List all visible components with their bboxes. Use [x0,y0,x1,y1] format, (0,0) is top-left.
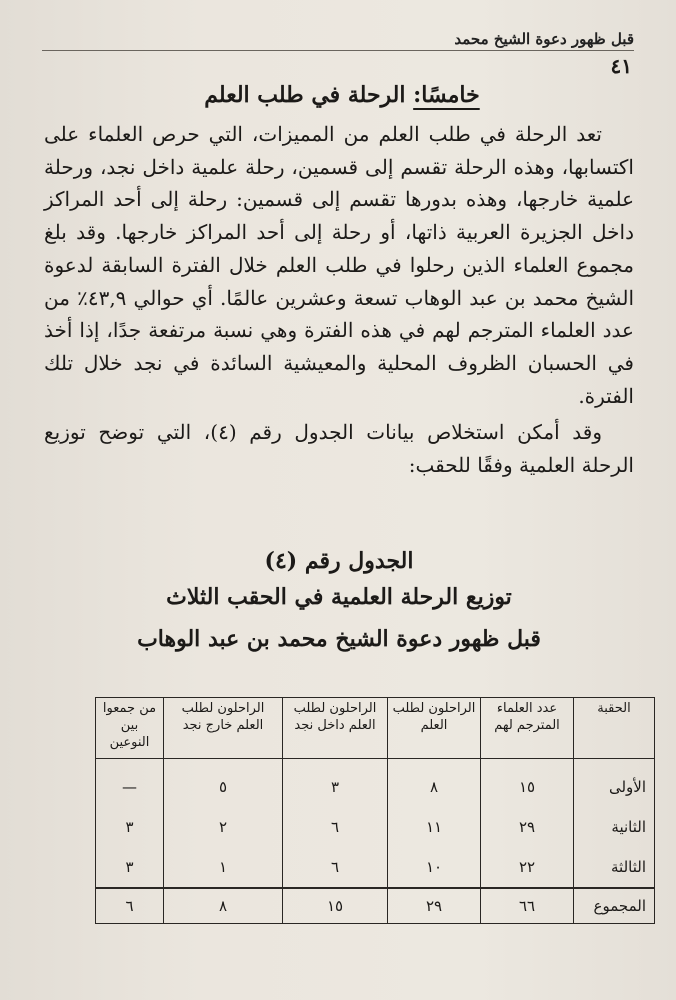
row-scholars: ١٥ [481,759,574,808]
table-row [96,847,655,888]
page-number: ٤١ [610,54,632,78]
row-outside-najd: ٥ [164,759,283,808]
row-inside-najd: ٦ [283,847,388,888]
paragraph-2: وقد أمكن استخلاص بيانات الجدول رقم (٤)، التي توضح توزيع الرحلة العلمية وفقًا للحقب: [44,420,634,478]
row-inside-najd: ٣ [283,759,388,808]
row-period: الأولى [574,759,655,808]
header-outside-najd: الراحلون لطلب العلم خارج نجد [164,698,283,759]
row-travelers: ٨ [388,759,481,808]
table-title: توزيع الرحلة العلمية في الحقب الثلاث [166,584,512,610]
total-inside-najd: ١٥ [283,888,388,924]
row-period: الثالثة [574,847,655,888]
header-both: من جمعوا بين النوعين [96,698,164,759]
table-caption [44,548,634,668]
row-outside-najd: ١ [164,847,283,888]
table-header-row [96,698,655,759]
running-head: قبل ظهور دعوة الشيخ محمد [42,30,634,51]
table-row [96,759,655,808]
header-travelers: الراحلون لطلب العلم [388,698,481,759]
total-scholars: ٦٦ [481,888,574,924]
table-subtitle: قبل ظهور دعوة الشيخ محمد بن عبد الوهاب [137,626,541,652]
header-scholars: عدد العلماء المترجم لهم [481,698,574,759]
row-travelers: ١١ [388,807,481,847]
row-both: ٣ [96,847,164,888]
header-inside-najd: الراحلون لطلب العلم داخل نجد [283,698,388,759]
section-title: الرحلة في طلب العلم [204,82,406,108]
total-both: ٦ [96,888,164,924]
row-both: ٣ [96,807,164,847]
section-heading [72,82,612,108]
row-both: — [96,759,164,808]
table-row [96,807,655,847]
row-period: الثانية [574,807,655,847]
total-outside-najd: ٨ [164,888,283,924]
header-period: الحقبة [574,698,655,759]
row-scholars: ٢٢ [481,847,574,888]
row-scholars: ٢٩ [481,807,574,847]
total-travelers: ٢٩ [388,888,481,924]
body-text [44,118,634,482]
table-number: الجدول رقم (٤) [264,548,414,574]
row-travelers: ١٠ [388,847,481,888]
table-total-row [96,888,655,924]
section-number: خامسًا: [413,82,480,108]
row-outside-najd: ٢ [164,807,283,847]
paragraph-1: تعد الرحلة في طلب العلم من المميزات، التي حرص العلماء على اكتسابها، وهذه الرحلة تقسم إلى قسمين، رحلة علمية داخل نجد، ورحلة علمية خارجها، وهذه بدورها تقسم إلى قسمين: رحلة إلى أحد المراكز داخل الجزيرة العربية ذاتها، أو رحلة إلى أحد المراكز خارجها. وقد بلغ مجموع العلماء الذين رحلوا في طلب العلم خلال الفترة السابقة لدعوة الشيخ محمد بن عبد الوهاب تسعة وعشرين عالمًا. أي حوالي ٤٣,٩٪ من عدد العلماء المترجم لهم في هذه الفترة وهي نسبة مرتفعة جدًا، إذا أخذ في الحسبان الظروف المحلية والمعيشية السائدة في نجد خلال تلك الفترة. [44,122,634,408]
total-label: المجموع [574,888,655,924]
row-inside-najd: ٦ [283,807,388,847]
data-table [95,697,655,924]
